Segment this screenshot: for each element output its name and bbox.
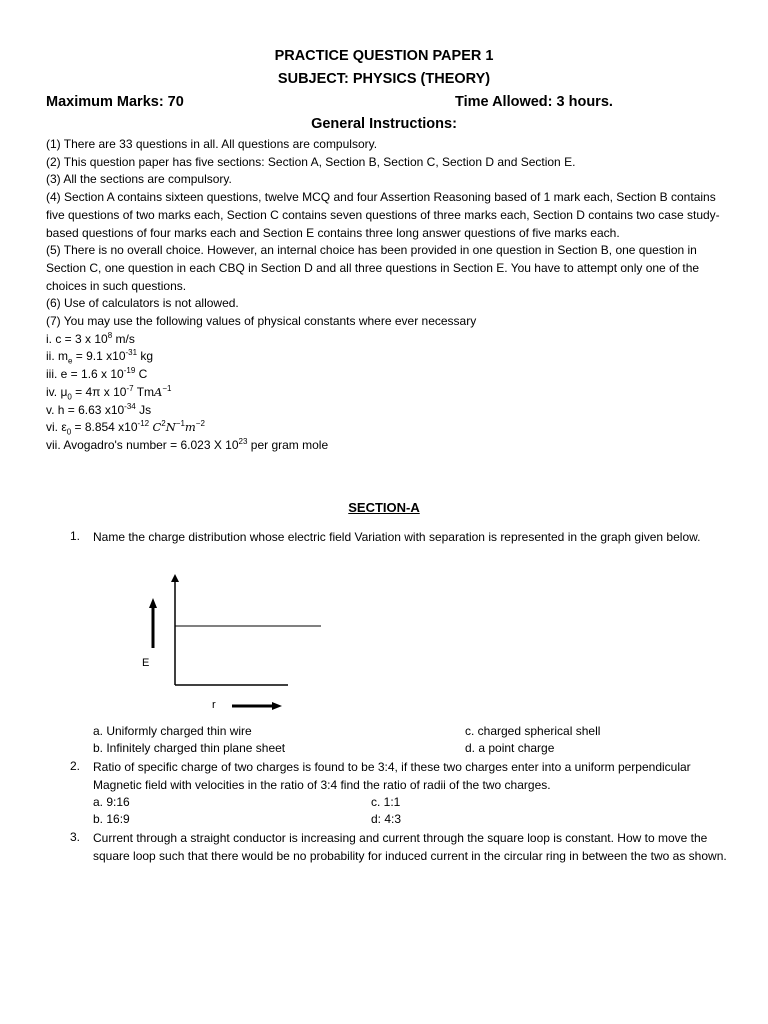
instruction-5: (5) There is no overall choice. However, an internal choice has been provided in one question in Section B, one question in Section C, one question in each CBQ in Section D and all three questions in Section E. You have to attempt only one of the choices in such questions.	[46, 243, 700, 293]
instruction-7: (7) You may use the following values of physical constants where ever necessary	[46, 314, 477, 329]
instruction-1: (1) There are 33 questions in all. All questions are compulsory.	[46, 137, 378, 151]
field-level-line	[175, 625, 323, 627]
constant-electron-charge: iii. e = 1.6 x $10^{-19}$ C	[46, 366, 148, 382]
constant-electron-mass: ii. $m_e = 9.1$ $x10^{-31}$ kg	[46, 348, 154, 366]
paper-title: PRACTICE QUESTION PAPER 1	[274, 48, 494, 64]
instruction-6: (6) Use of calculators is not allowed.	[46, 296, 239, 311]
question-1-text: Name the charge distribution whose electric field Variation with separation is represented in the graph given below.	[93, 530, 701, 544]
graph-x-label: r	[212, 699, 216, 711]
time-allowed: Time Allowed: 3 hours.	[455, 94, 613, 110]
question-1-option-b: b. Infinitely charged thin plane sheet	[93, 741, 286, 755]
instruction-3: (3) All the sections are compulsory.	[46, 172, 232, 187]
general-instructions	[46, 136, 726, 455]
constant-permeability: iv. $\mu_0 = 4\pi$ x $10^{-7}$ TmA$^{-1}$	[46, 383, 172, 402]
question-2-option-c: c. 1:1	[371, 795, 401, 809]
constant-permittivity: vi. $\varepsilon_0 = 8.854$ $x10^{-12}$ $C^2N^{-1}m^{-2}$	[46, 419, 205, 437]
question-2-option-d: d: 4:3	[371, 812, 402, 826]
question-3-number: 3.	[70, 830, 81, 844]
question-1-number: 1.	[70, 529, 81, 543]
r-direction-arrow	[230, 700, 290, 712]
constant-avogadro: vii. Avogadro's number = 6.023 X $10^{23}$ per gram mole	[46, 436, 329, 452]
question-2-number: 2.	[70, 759, 81, 773]
question-1-option-a: a. Uniformly charged thin wire	[93, 724, 252, 738]
constant-planck: v. h = 6.63 $x10^{-34}$ Js	[46, 401, 152, 417]
question-2-option-a: a. 9:16	[93, 795, 130, 809]
instructions-title: General Instructions:	[311, 116, 457, 132]
question-1-option-c: c. charged spherical shell	[465, 724, 601, 738]
instruction-4: (4) Section A contains sixteen questions, twelve MCQ and four Assertion Reasoning based of 1 mark each, Section B contains five questions of two marks each, Section C contains seven questions of three marks each, Section D contains two case study-based questions of four marks each and Section E contains three long answer questions of five marks each.	[46, 190, 720, 240]
question-2-text: Ratio of specific charge of two charges is found to be 3:4, if these two charges enter into a uniform perpendicular Magnetic field with velocities in the ratio of 3:4 find the ratio of radii of the two charges.	[93, 760, 691, 792]
question-3-text: Current through a straight conductor is increasing and current through the square loop is constant. How to move the square loop such that there would be no probability for induced current in the circular ring in between the two as shown.	[93, 831, 727, 863]
instruction-2: (2) This question paper has five sections: Section A, Section B, Section C, Section D and Section E.	[46, 154, 576, 169]
constant-speed-of-light: i. c = 3 x $10^8$ m/s	[46, 330, 135, 346]
section-a-title: SECTION-A	[348, 500, 420, 515]
question-1-option-d: d. a point charge	[465, 741, 555, 755]
graph-y-axis-arrowhead	[171, 574, 179, 582]
maximum-marks: Maximum Marks: 70	[46, 94, 184, 110]
subject-title: SUBJECT: PHYSICS (THEORY)	[277, 71, 491, 87]
question-2-option-b: b. 16:9	[93, 812, 130, 826]
graph-y-label: E	[142, 657, 150, 669]
electric-field-graph	[130, 568, 290, 718]
e-direction-arrowhead	[149, 598, 157, 608]
